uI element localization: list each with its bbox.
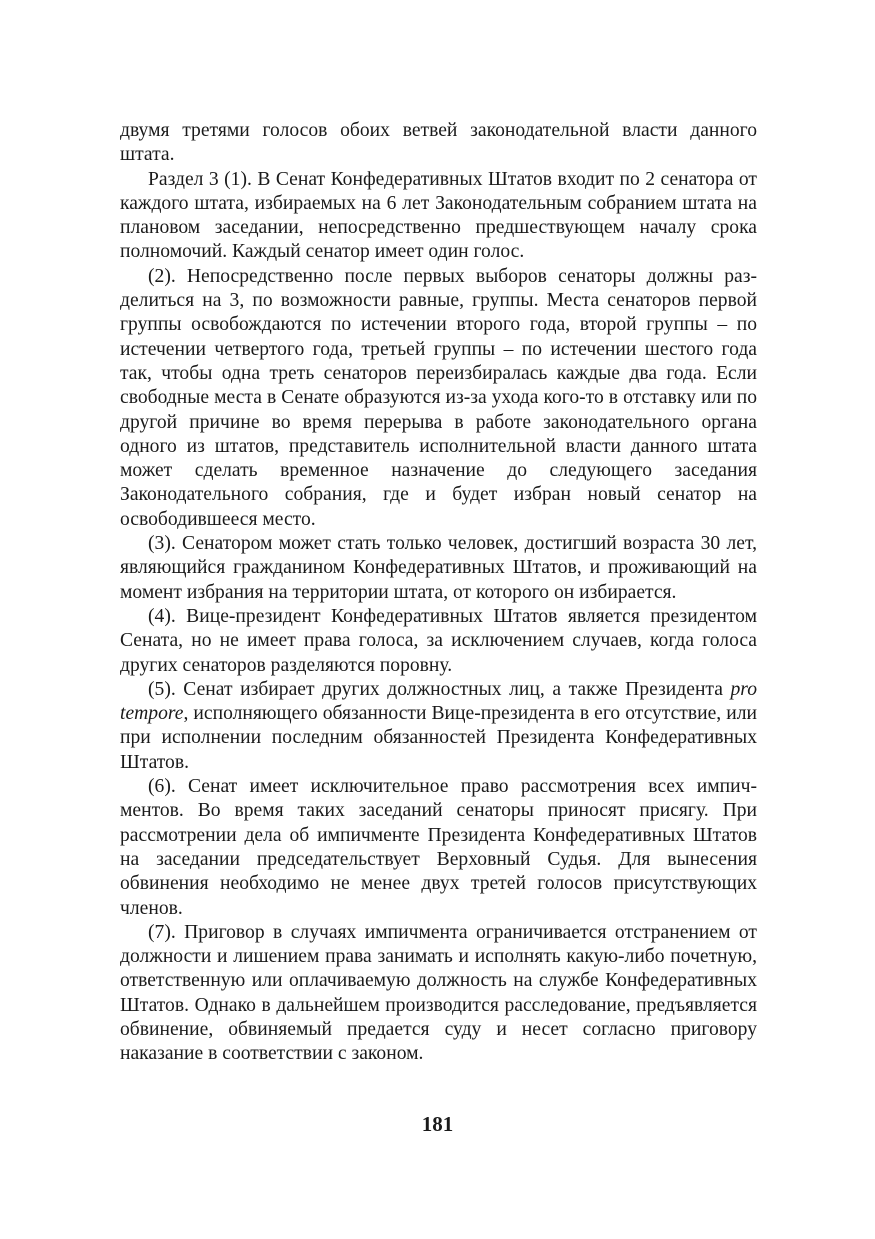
paragraph-p1	[120, 168, 757, 265]
document-text	[120, 119, 757, 1067]
paragraph-p2	[120, 265, 757, 532]
paragraph-text: , исполняющего обязанности Вице-президента в его отсутствие, или при исполнении последним обязанностей Президента Конфедеративных Штатов.	[120, 703, 757, 773]
paragraph-text: (5). Сенат избирает других должностных лиц, а также Президента	[148, 678, 731, 700]
paragraph-text: (4). Вице-президент Конфедеративных Штатов является президентом Сената, но не имеет права голоса, за исключением случаев, когда голоса других сенаторов разделяются поровну.	[120, 605, 757, 676]
italic-term: pro tempore	[120, 678, 757, 725]
paragraph-text: (2). Непосредственно после первых выборов сенаторы должны разделиться на 3, по возможности равные, группы. Места сенаторов первой группы освобождаются по истечении второго года, второй группы – по истечении четвертого года, третьей группы – по истечении шестого года так, чтобы одна треть сенаторов переизбиралась каждые два года. Если свободные места в Сенате образуются из-за ухода кого-то в отставку или по другой причине во время перерыва в работе законодательного органа одного из штатов, представитель исполнительной власти данного штата может сделать временное назначение до следующего заседания Законодательного собрания, где и будет избран новый сенатор на освободившееся место.	[120, 265, 757, 530]
paragraph-text: Раздел 3 (1). В Сенат Конфедеративных Штатов входит по 2 сенатора от каждого штата, избираемых на 6 лет Законодательным собранием штата на плановом заседании, непосредственно предшествующем началу срока полномочий. Каждый сенатор имеет один голос.	[120, 168, 757, 263]
paragraph-text: (6). Сенат имеет исключительное право рассмотрения всех импичментов. Во время таких заседаний сенаторы приносят присягу. При рассмотрении дела об импичменте Президента Конфедеративных Штатов на заседании председательствует Верховный Судья. Для вынесения обвинения необходимо не менее двух третей голосов присутствующих членов.	[120, 776, 757, 919]
paragraph-p3	[120, 532, 757, 605]
paragraph-p0	[120, 119, 757, 168]
paragraph-p5	[120, 678, 757, 775]
paragraph-text: (3). Сенатором может стать только человек, достигший возраста 30 лет, являющийся гражданином Конфедеративных Штатов, и проживающий на момент избрания на территории штата, от которого он избирается.	[120, 533, 757, 603]
paragraph-text: двумя третями голосов обоих ветвей законодательной власти данного штата.	[120, 120, 757, 166]
page-body	[120, 119, 757, 1067]
paragraph-p7	[120, 921, 757, 1067]
page-number: 181	[421, 1112, 454, 1136]
paragraph-p6	[120, 775, 757, 921]
paragraph-text: (7). Приговор в случаях импичмента ограничивается отстранением от должности и лишением права занимать и исполнять какую-либо почетную, ответственную или оплачиваемую должность на службе Конфедеративных Штатов. Однако в дальнейшем производится расследование, предъявляется обвинение, обвиняемый предается суду и несет согласно приговору наказание в соответствии с законом.	[120, 921, 757, 1065]
paragraph-p4	[120, 605, 757, 678]
